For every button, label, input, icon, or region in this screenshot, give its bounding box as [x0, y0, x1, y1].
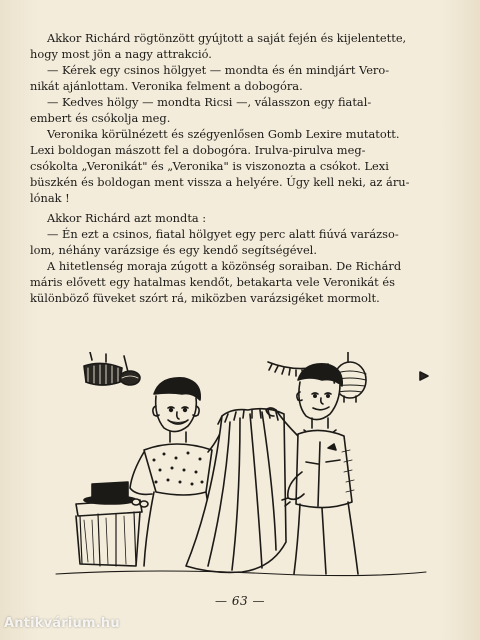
text-line: hogy most jön a nagy attrakció. — [30, 47, 212, 61]
paragraph-2 — [30, 62, 446, 94]
table-with-hat-illustration — [76, 482, 148, 566]
text-line: — Kedves hölgy — mondta Ricsi —, válasszon egy fiatal- — [47, 95, 372, 109]
text-line: A hitetlenség moraja zúgott a közönség soraiban. De Richárd — [47, 259, 402, 273]
paper-lantern-small-illustration — [120, 356, 140, 385]
watermark-text: Antikvárium.hu — [4, 616, 120, 631]
text-line: büszkén és boldogan ment vissza a helyére. Úgy kell neki, az áru- — [30, 175, 410, 189]
text-line: különböző füveket szórt rá, miközben varázsigéket mormolt. — [30, 291, 380, 305]
text-line: nikát ajánlottam. Veronika felment a dobogóra. — [30, 79, 303, 93]
paragraph-7 — [30, 258, 446, 306]
text-line: — Kérek egy csinos hölgyet — mondta és én mindjárt Vero- — [47, 63, 390, 77]
text-line: csókolta „Veronikát" és „Veronika" is viszonozta a csókot. Lexi — [30, 159, 389, 173]
text-line: lónak ! — [30, 191, 70, 205]
text-line: Lexi boldogan mászott fel a dobogóra. Irulva-pirulva meg- — [30, 143, 366, 157]
page-number: — 63 — — [215, 594, 265, 608]
pennant-illustration — [420, 372, 428, 380]
paragraph-3 — [30, 94, 446, 126]
text-line: Veronika körülnézett és szégyenlősen Gomb Lexire mutatott. — [47, 127, 400, 141]
paragraph-1 — [30, 30, 446, 62]
body-text — [30, 30, 446, 306]
magic-show-illustration — [36, 352, 440, 578]
text-line: máris elővett egy hatalmas kendőt, betakarta vele Veronikát és — [30, 275, 395, 289]
paragraph-6 — [30, 226, 446, 258]
text-line: Akkor Richárd azt mondta : — [47, 211, 207, 225]
paragraph-4 — [30, 126, 446, 206]
paragraph-5 — [30, 210, 446, 226]
text-line: — Én ezt a csinos, fiatal hölgyet egy perc alatt fiúvá varázso- — [47, 227, 399, 241]
paper-lantern-left-illustration — [84, 352, 122, 385]
text-line: lom, néhány varázsige és egy kendő segítségével. — [30, 243, 317, 257]
text-line: Akkor Richárd rögtönzött gyújtott a saját fején és kijelentette, — [47, 31, 407, 45]
text-line: embert és csókolja meg. — [30, 111, 171, 125]
